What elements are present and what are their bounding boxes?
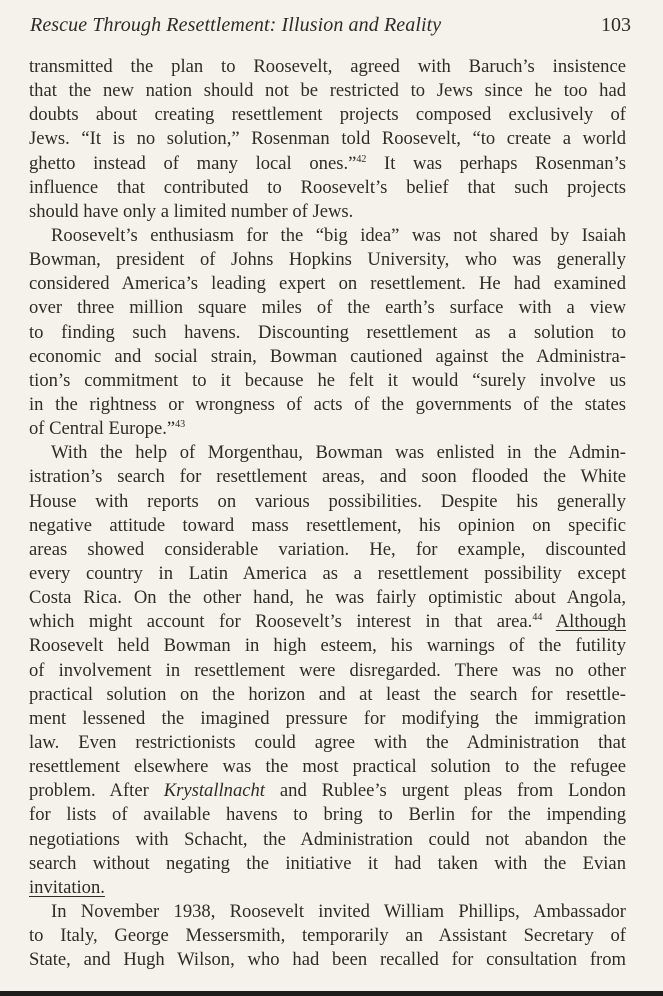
line-text: ghetto instead of many local ones.” [29, 152, 357, 174]
line-text: which might account for Roosevelt’s interest in that area. [29, 611, 533, 633]
line-text: areas showed considerable variation. He, for example, discounted [29, 538, 626, 560]
line-text: of Central Europe.” [29, 418, 176, 440]
line-text: that the new nation should not be restricted to Jews since he too had [29, 80, 626, 102]
text-line [29, 55, 626, 79]
line-text: influence that contributed to Roosevelt’s belief that such projects [29, 176, 626, 198]
text-line [29, 876, 626, 900]
text-line [29, 200, 626, 224]
text-line [29, 465, 626, 489]
text-line [29, 852, 626, 876]
line-text [542, 611, 555, 632]
italic-term: Krystallnacht [163, 780, 265, 802]
line-text: for lists of available havens to bring to Berlin for the impending [29, 804, 626, 826]
text-line [29, 152, 626, 176]
text-line [29, 176, 626, 200]
running-header [30, 14, 631, 42]
scan-edge [0, 991, 663, 996]
line-text: tion’s commitment to it because he felt it would “surely involve us [29, 369, 626, 391]
text-line [29, 441, 626, 465]
line-text: economic and social strain, Bowman cautioned against the Administra- [29, 345, 626, 367]
text-line [29, 683, 626, 707]
line-text: of involvement in resettlement were disregarded. There was no other [29, 659, 626, 681]
body-text [29, 55, 626, 972]
line-text: doubts about creating resettlement projects composed exclusively of [29, 104, 626, 126]
line-text: Bowman, president of Johns Hopkins University, who was generally [29, 249, 626, 271]
text-line [29, 779, 626, 803]
line-text: every country in Latin America as a resettlement possibility except [29, 562, 626, 584]
line-text: Costa Rica. On the other hand, he was fairly optimistic about Angola, [29, 587, 626, 609]
text-line [29, 659, 626, 683]
line-text: to Italy, George Messersmith, temporarily an Assistant Secretary of [29, 925, 626, 947]
text-line [29, 369, 626, 393]
text-line [29, 610, 626, 634]
text-line [29, 345, 626, 369]
text-line [29, 900, 626, 924]
line-text: practical solution on the horizon and at least the search for resettle- [29, 683, 626, 705]
line-text: With the help of Morgenthau, Bowman was enlisted in the Admin- [51, 442, 626, 464]
text-line [29, 417, 626, 441]
text-line [29, 538, 626, 562]
text-line [29, 272, 626, 296]
text-line [29, 755, 626, 779]
text-line [29, 490, 626, 514]
line-text: istration’s search for resettlement areas, and soon flooded the White [29, 466, 626, 488]
line-text: problem. After [29, 780, 164, 802]
line-text: law. Even restrictionists could agree with the Administration that [29, 731, 626, 753]
text-line [29, 127, 626, 151]
line-text: In November 1938, Roosevelt invited William Phillips, Ambassador [51, 900, 626, 922]
text-line [29, 707, 626, 731]
line-text: over three million square miles of the earth’s surface with a view [29, 297, 626, 319]
text-line [29, 79, 626, 103]
text-line [29, 828, 626, 852]
text-line [29, 634, 626, 658]
text-line [29, 321, 626, 345]
line-text: Roosevelt’s enthusiasm for the “big idea” was not shared by Isaiah [51, 224, 626, 246]
underlined-text: invitation. [29, 876, 105, 898]
line-text: It was perhaps Rosenman’s [366, 152, 626, 174]
footnote-marker: 43 [175, 419, 186, 431]
line-text: House with reports on various possibilities. Despite his generally [29, 490, 626, 512]
line-text: and Rublee’s urgent pleas from London [264, 780, 626, 802]
text-line [29, 296, 626, 320]
line-text: should have only a limited number of Jews. [29, 200, 354, 222]
text-line [29, 586, 626, 610]
footnote-marker: 44 [532, 612, 543, 624]
text-line [29, 224, 626, 248]
line-text: transmitted the plan to Roosevelt, agreed with Baruch’s insistence [29, 56, 626, 77]
line-text: negative attitude toward mass resettlement, his opinion on specific [29, 514, 626, 536]
page-number: 103 [601, 14, 631, 36]
text-line [29, 803, 626, 827]
running-title: Rescue Through Resettlement: Illusion and Reality [30, 14, 442, 36]
text-line [29, 514, 626, 538]
text-line [29, 924, 626, 948]
text-line [29, 562, 626, 586]
line-text: Jews. “It is no solution,” Rosenman told Roosevelt, “to create a world [29, 128, 626, 150]
underlined-text: Although [555, 611, 626, 633]
line-text: negotiations with Schacht, the Administration could not abandon the [29, 828, 626, 850]
line-text: ment lessened the imagined pressure for modifying the immigration [29, 707, 626, 729]
text-line [29, 731, 626, 755]
text-line [29, 248, 626, 272]
line-text: search without negating the initiative it had taken with the Evian [29, 852, 626, 874]
text-line [29, 948, 626, 972]
line-text: Roosevelt held Bowman in high esteem, his warnings of the futility [29, 635, 626, 657]
line-text: resettlement elsewhere was the most practical solution to the refugee [29, 756, 626, 778]
text-line [29, 393, 626, 417]
line-text: considered America’s leading expert on resettlement. He had examined [29, 273, 626, 295]
text-line [29, 103, 626, 127]
line-text: in the rightness or wrongness of acts of the governments of the states [29, 393, 626, 415]
line-text: to finding such havens. Discounting resettlement as a solution to [29, 321, 626, 343]
footnote-marker: 42 [356, 153, 367, 165]
line-text: State, and Hugh Wilson, who had been recalled for consultation from [29, 949, 626, 971]
